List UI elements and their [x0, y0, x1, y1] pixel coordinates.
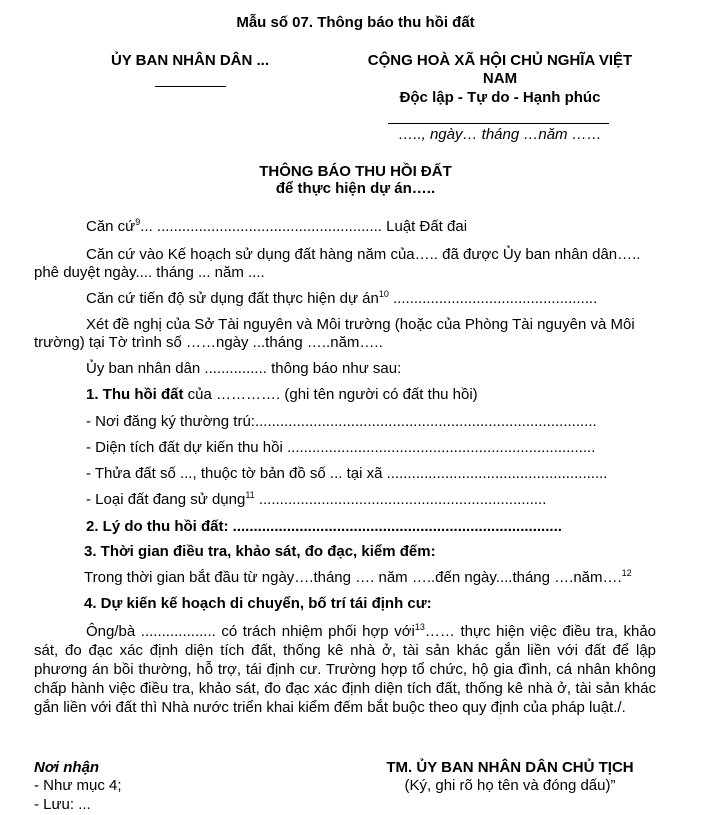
section-1-item: - Thửa đất số ..., thuộc tờ bản đồ số ... tại xã .....................................................	[86, 465, 608, 482]
proposal-line2: trường) tại Tờ trình số ……ngày ...tháng …..năm…..	[34, 334, 383, 351]
section-1	[86, 386, 478, 403]
legal-basis-1	[86, 218, 467, 235]
section-3-text	[84, 569, 632, 586]
section-4-text-rest: …… thực hiện việc điều tra, khảo sát, đo đạc xác định diện tích đất, thống kê nhà ở, tài sản khác gắn liền với đất để lập phương án bồi thường, hỗ trợ, tái định cư. Trường hợp tổ chức, hộ gia đình, cá nhân không chấp hành việc điều tra, khảo sát, đo đạc xác định diện tích đất, thống kê nhà ở, tài sản khác gắn liền với đất thì Nhà nước triển khai kiểm đếm bắt buộc theo quy định của pháp luật./.	[34, 623, 657, 716]
authority-underline	[155, 86, 226, 87]
footnote-ref: 11	[245, 490, 255, 500]
country-name-line1: CỘNG HOÀ XÃ HỘI CHỦ NGHĨA VIỆT	[367, 52, 633, 69]
section-4-paragraph	[34, 622, 656, 717]
recipient-item: - Như mục 4;	[34, 777, 122, 794]
legal-basis-3	[86, 290, 597, 307]
section-1-text: của …………. (ghi tên người có đất thu hồi)	[183, 386, 478, 403]
document-subtitle: để thực hiện dự án…..	[275, 180, 436, 197]
section-3-heading: 3. Thời gian điều tra, khảo sát, đo đạc, kiểm đếm:	[84, 543, 436, 560]
footnote-ref: 10	[378, 289, 389, 299]
motto-underline	[388, 123, 609, 124]
section-2-dots: ...............................................................................	[228, 518, 562, 535]
section-4-heading: 4. Dự kiến kế hoạch di chuyển, bố trí tái định cư:	[84, 595, 432, 612]
legal-basis-1-rest: ... ...................................................... Luật Đất đai	[140, 218, 468, 235]
country-name-line2: NAM	[482, 70, 518, 87]
land-type-label: - Loại đất đang sử dụng	[86, 491, 246, 508]
legal-basis-2-line2: phê duyệt ngày.... tháng ... năm ....	[34, 264, 265, 281]
footnote-ref: 13	[414, 622, 425, 632]
section-1-item	[86, 491, 546, 508]
footnote-ref: 12	[621, 568, 632, 578]
national-motto: Độc lập - Tự do - Hạnh phúc	[399, 89, 601, 106]
legal-basis-3-text: Căn cứ tiến độ sử dụng đất thực hiện dự án	[86, 290, 379, 307]
section-1-item: - Nơi đăng ký thường trú:..................................................................................	[86, 413, 597, 430]
signer-note: (Ký, ghi rõ họ tên và đóng dấu)”	[404, 777, 616, 794]
survey-period: Trong thời gian bắt đầu từ ngày….tháng …. năm …..đến ngày....tháng ….năm….	[84, 569, 622, 586]
proposal-line1: Xét đề nghị của Sở Tài nguyên và Môi trường (hoặc của Phòng Tài nguyên và Môi	[86, 316, 635, 333]
document-title: THÔNG BÁO THU HỒI ĐẤT	[259, 163, 452, 180]
recipients-label: Nơi nhận	[34, 759, 100, 776]
issuing-authority: ỦY BAN NHÂN DÂN ...	[110, 52, 270, 69]
legal-basis-2-line1: Căn cứ vào Kế hoạch sử dụng đất hàng năm của….. đã được Ủy ban nhân dân…..	[86, 246, 641, 263]
recipient-item: - Lưu: ...	[34, 796, 91, 813]
section-2-heading: 2. Lý do thu hồi đất:	[86, 518, 229, 535]
section-4-text-start: Ông/bà .................. có trách nhiệm phối hợp với	[86, 623, 415, 640]
announcement-intro: Ủy ban nhân dân ............... thông báo như sau:	[86, 360, 402, 377]
form-title: Mẫu số 07. Thông báo thu hồi đất	[236, 14, 475, 31]
legal-basis-1-text: Căn cứ	[86, 218, 136, 235]
section-1-heading: 1. Thu hồi đất	[86, 386, 184, 403]
section-2	[86, 518, 562, 535]
section-1-item: - Diện tích đất dự kiến thu hồi ..........................................................................	[86, 439, 596, 456]
signer-title: TM. ỦY BAN NHÂN DÂN CHỦ TỊCH	[386, 759, 634, 776]
land-type-dots: .....................................................................	[254, 491, 547, 508]
legal-basis-3-rest: .................................................	[388, 290, 598, 307]
footnote-ref: 9	[135, 217, 141, 227]
date-line: ….., ngày… tháng …năm ……	[398, 126, 602, 143]
